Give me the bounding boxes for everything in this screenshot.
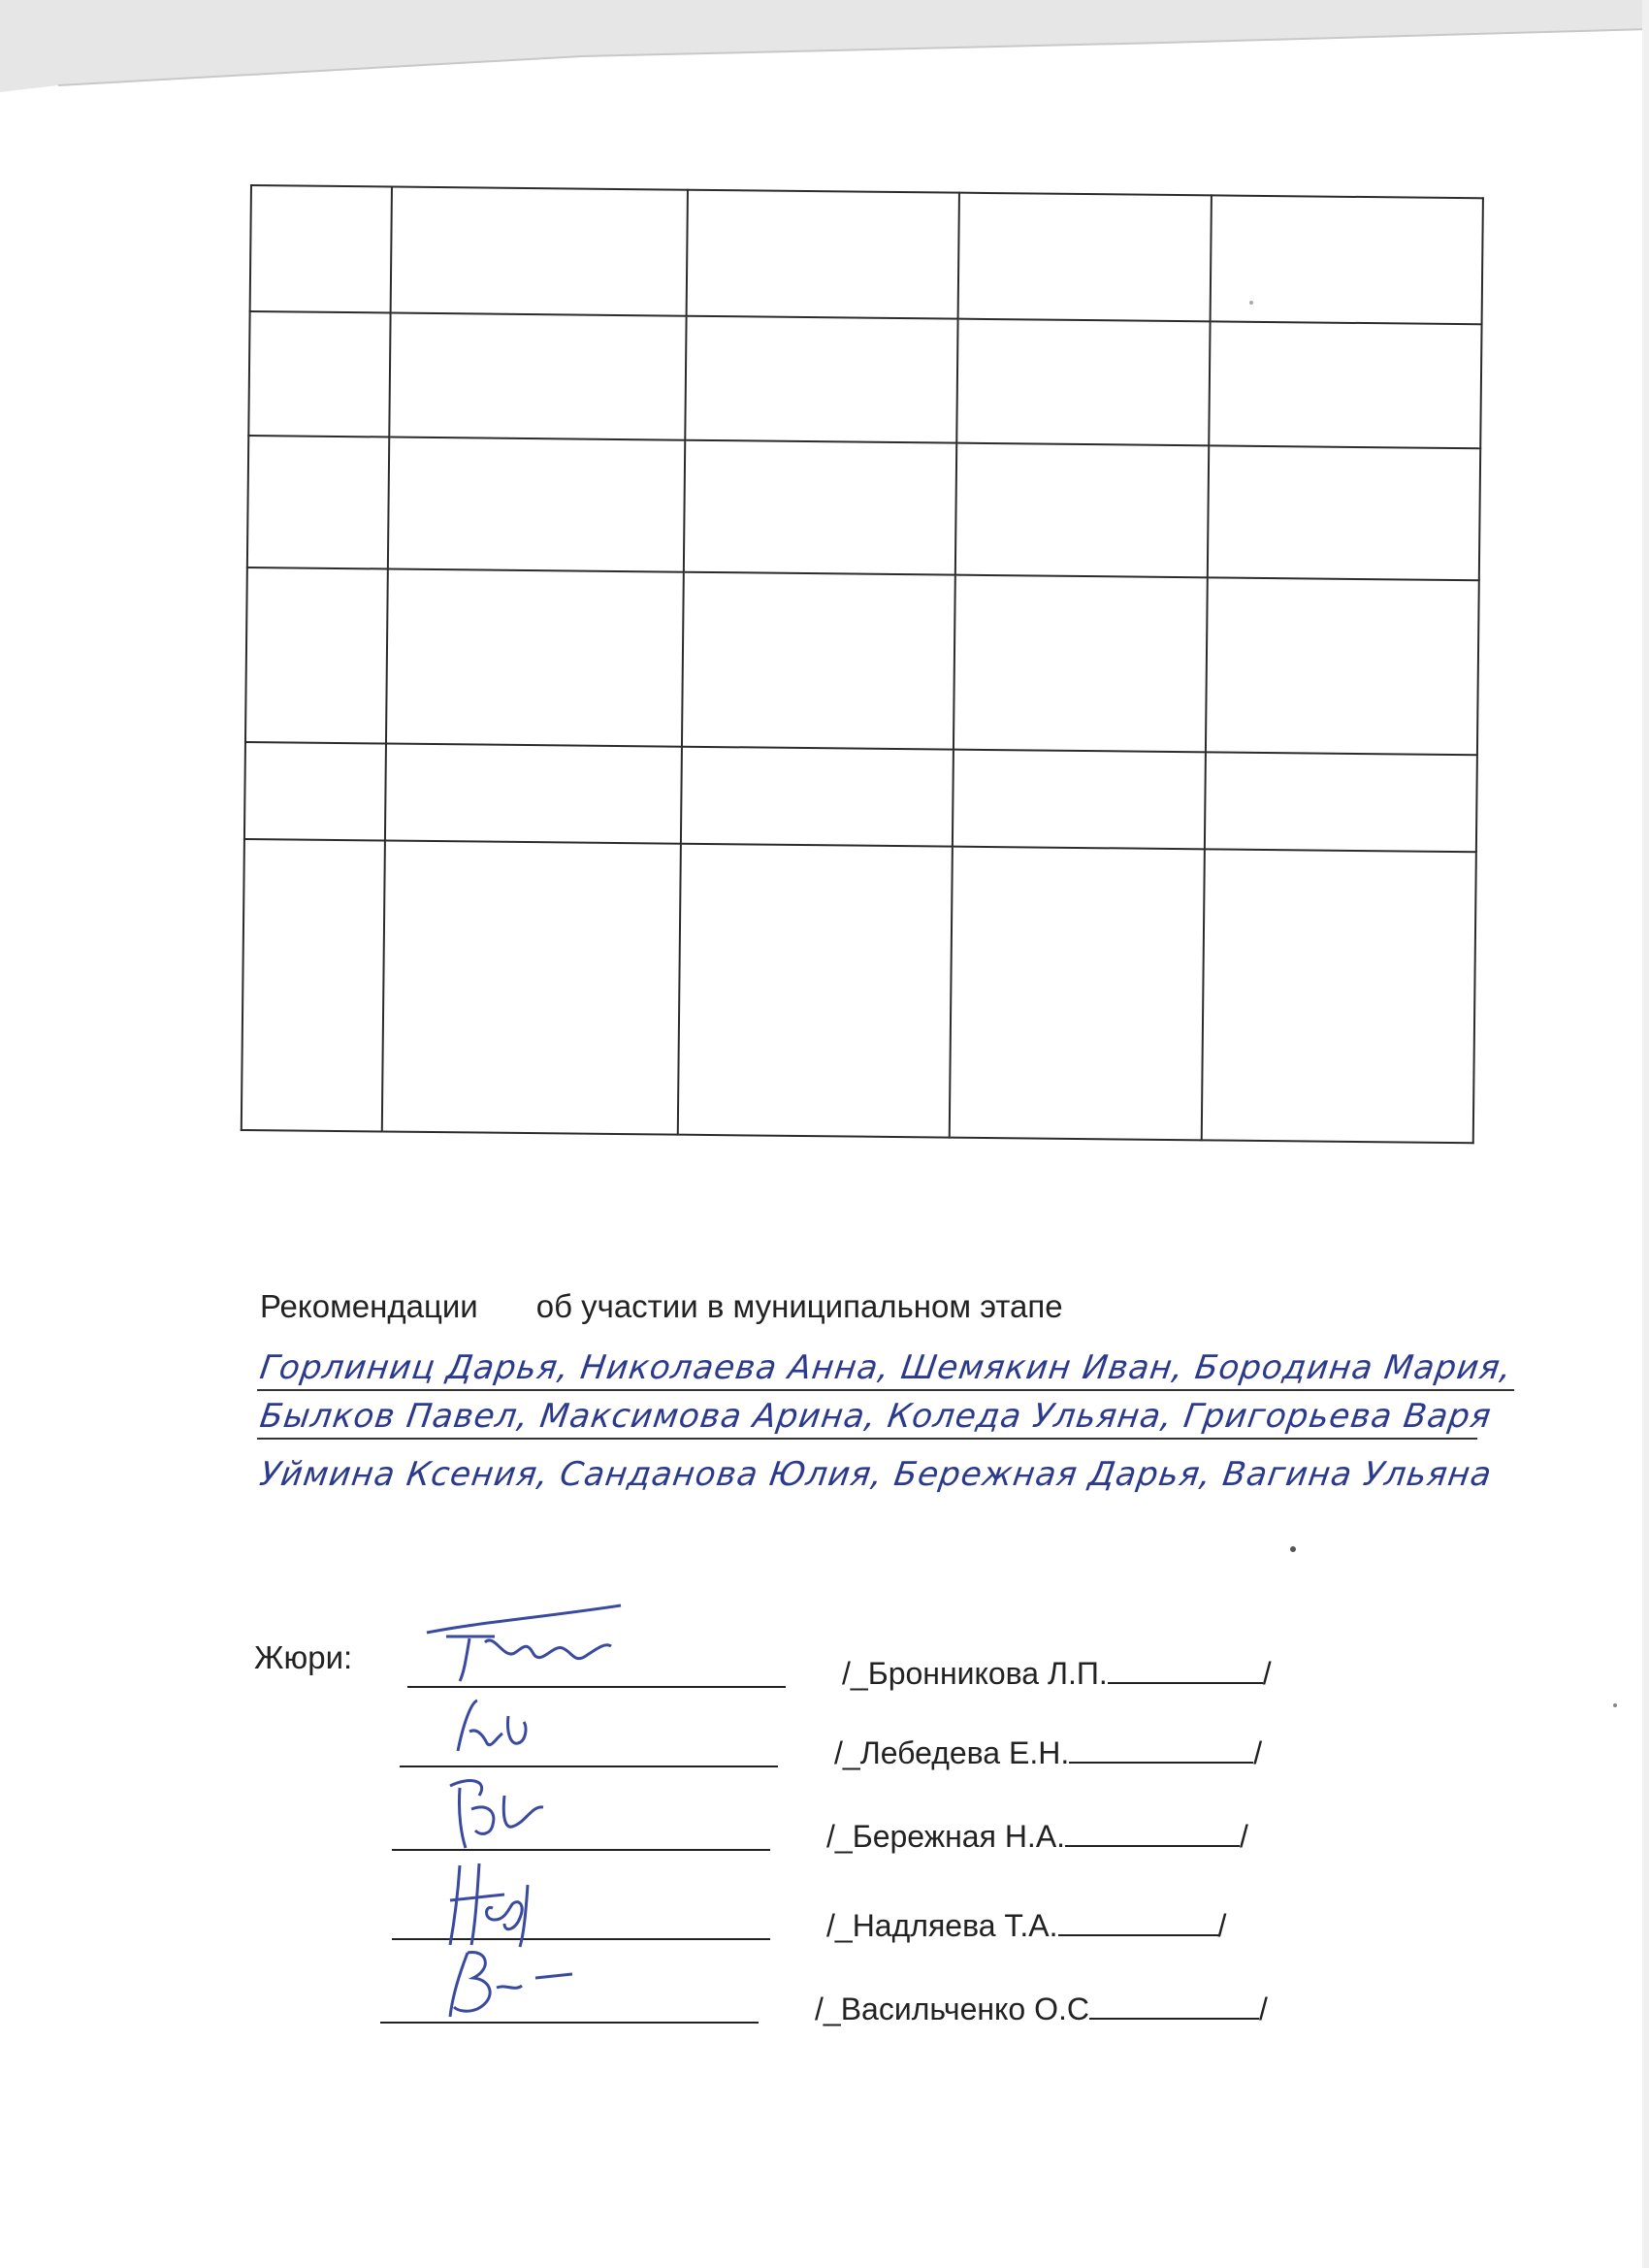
recommendations-label: Рекомендации bbox=[260, 1288, 478, 1324]
jury-member-name: /_Надляева Т.А. / bbox=[826, 1908, 1227, 1943]
table-cell bbox=[245, 567, 388, 744]
recommendations-heading bbox=[260, 1288, 1063, 1325]
signature-scribble bbox=[400, 1939, 594, 2031]
table-row bbox=[242, 839, 1476, 1143]
table-cell bbox=[956, 319, 1210, 446]
table-row bbox=[245, 567, 1479, 755]
table-row bbox=[248, 311, 1481, 448]
recommendations-text: об участии в муниципальном этапе bbox=[535, 1288, 1063, 1324]
signature-scribble bbox=[427, 1604, 621, 1696]
table-cell bbox=[1205, 752, 1477, 852]
table-cell bbox=[244, 742, 386, 841]
table-row bbox=[247, 436, 1480, 580]
table-cell bbox=[684, 440, 956, 575]
table-row bbox=[244, 742, 1477, 852]
table-cell bbox=[389, 313, 686, 440]
table-cell bbox=[382, 840, 681, 1134]
table-cell bbox=[1206, 577, 1479, 755]
handwritten-names-line-1: Горлиниц Дарья, Николаева Анна, Шемякин Иван, Бородина Мария, bbox=[257, 1348, 1520, 1391]
folded-corner-shadow bbox=[0, 0, 1649, 97]
table-cell bbox=[1209, 321, 1481, 448]
handwritten-names-line-3: Уймина Ксения, Санданова Юлия, Бережная Дарья, Вагина Ульяна bbox=[257, 1455, 1495, 1494]
empty-grid-table bbox=[241, 184, 1484, 1144]
table-row bbox=[250, 185, 1483, 324]
signature-scribble bbox=[411, 1856, 605, 1948]
jury-member-name: /_Лебедева Е.Н. / bbox=[834, 1735, 1263, 1770]
table-cell bbox=[1202, 849, 1476, 1143]
table-cell bbox=[386, 569, 684, 747]
jury-member-name: /_Бережная Н.А. / bbox=[826, 1819, 1248, 1854]
handwritten-names-line-2: Былков Павел, Максимова Арина, Коледа Ульяна, Григорьева Варя bbox=[257, 1397, 1483, 1440]
table-cell bbox=[955, 443, 1209, 578]
signature-scribble bbox=[411, 1766, 605, 1859]
table-cell bbox=[682, 572, 955, 750]
table-cell bbox=[391, 187, 688, 316]
table-cell bbox=[1208, 445, 1480, 580]
table-cell bbox=[685, 316, 957, 443]
table-cell bbox=[950, 847, 1205, 1141]
table-cell bbox=[953, 750, 1206, 850]
jury-member-name: /_Бронникова Л.П. / bbox=[842, 1656, 1272, 1691]
table-cell bbox=[388, 437, 685, 572]
table-cell bbox=[247, 436, 389, 569]
signature-scribble bbox=[419, 1683, 613, 1775]
table-cell bbox=[385, 743, 682, 843]
table-cell bbox=[242, 839, 385, 1132]
table-cell bbox=[954, 575, 1208, 753]
table-cell bbox=[250, 185, 392, 313]
jury-label: Жюри: bbox=[254, 1639, 353, 1675]
table-cell bbox=[687, 190, 959, 319]
table-cell bbox=[1211, 195, 1483, 324]
jury-member-name: /_Васильченко О.С / bbox=[815, 1992, 1268, 2026]
table-cell bbox=[678, 844, 953, 1138]
table-cell bbox=[681, 747, 954, 847]
table-cell bbox=[248, 311, 390, 437]
table-cell bbox=[958, 193, 1212, 322]
